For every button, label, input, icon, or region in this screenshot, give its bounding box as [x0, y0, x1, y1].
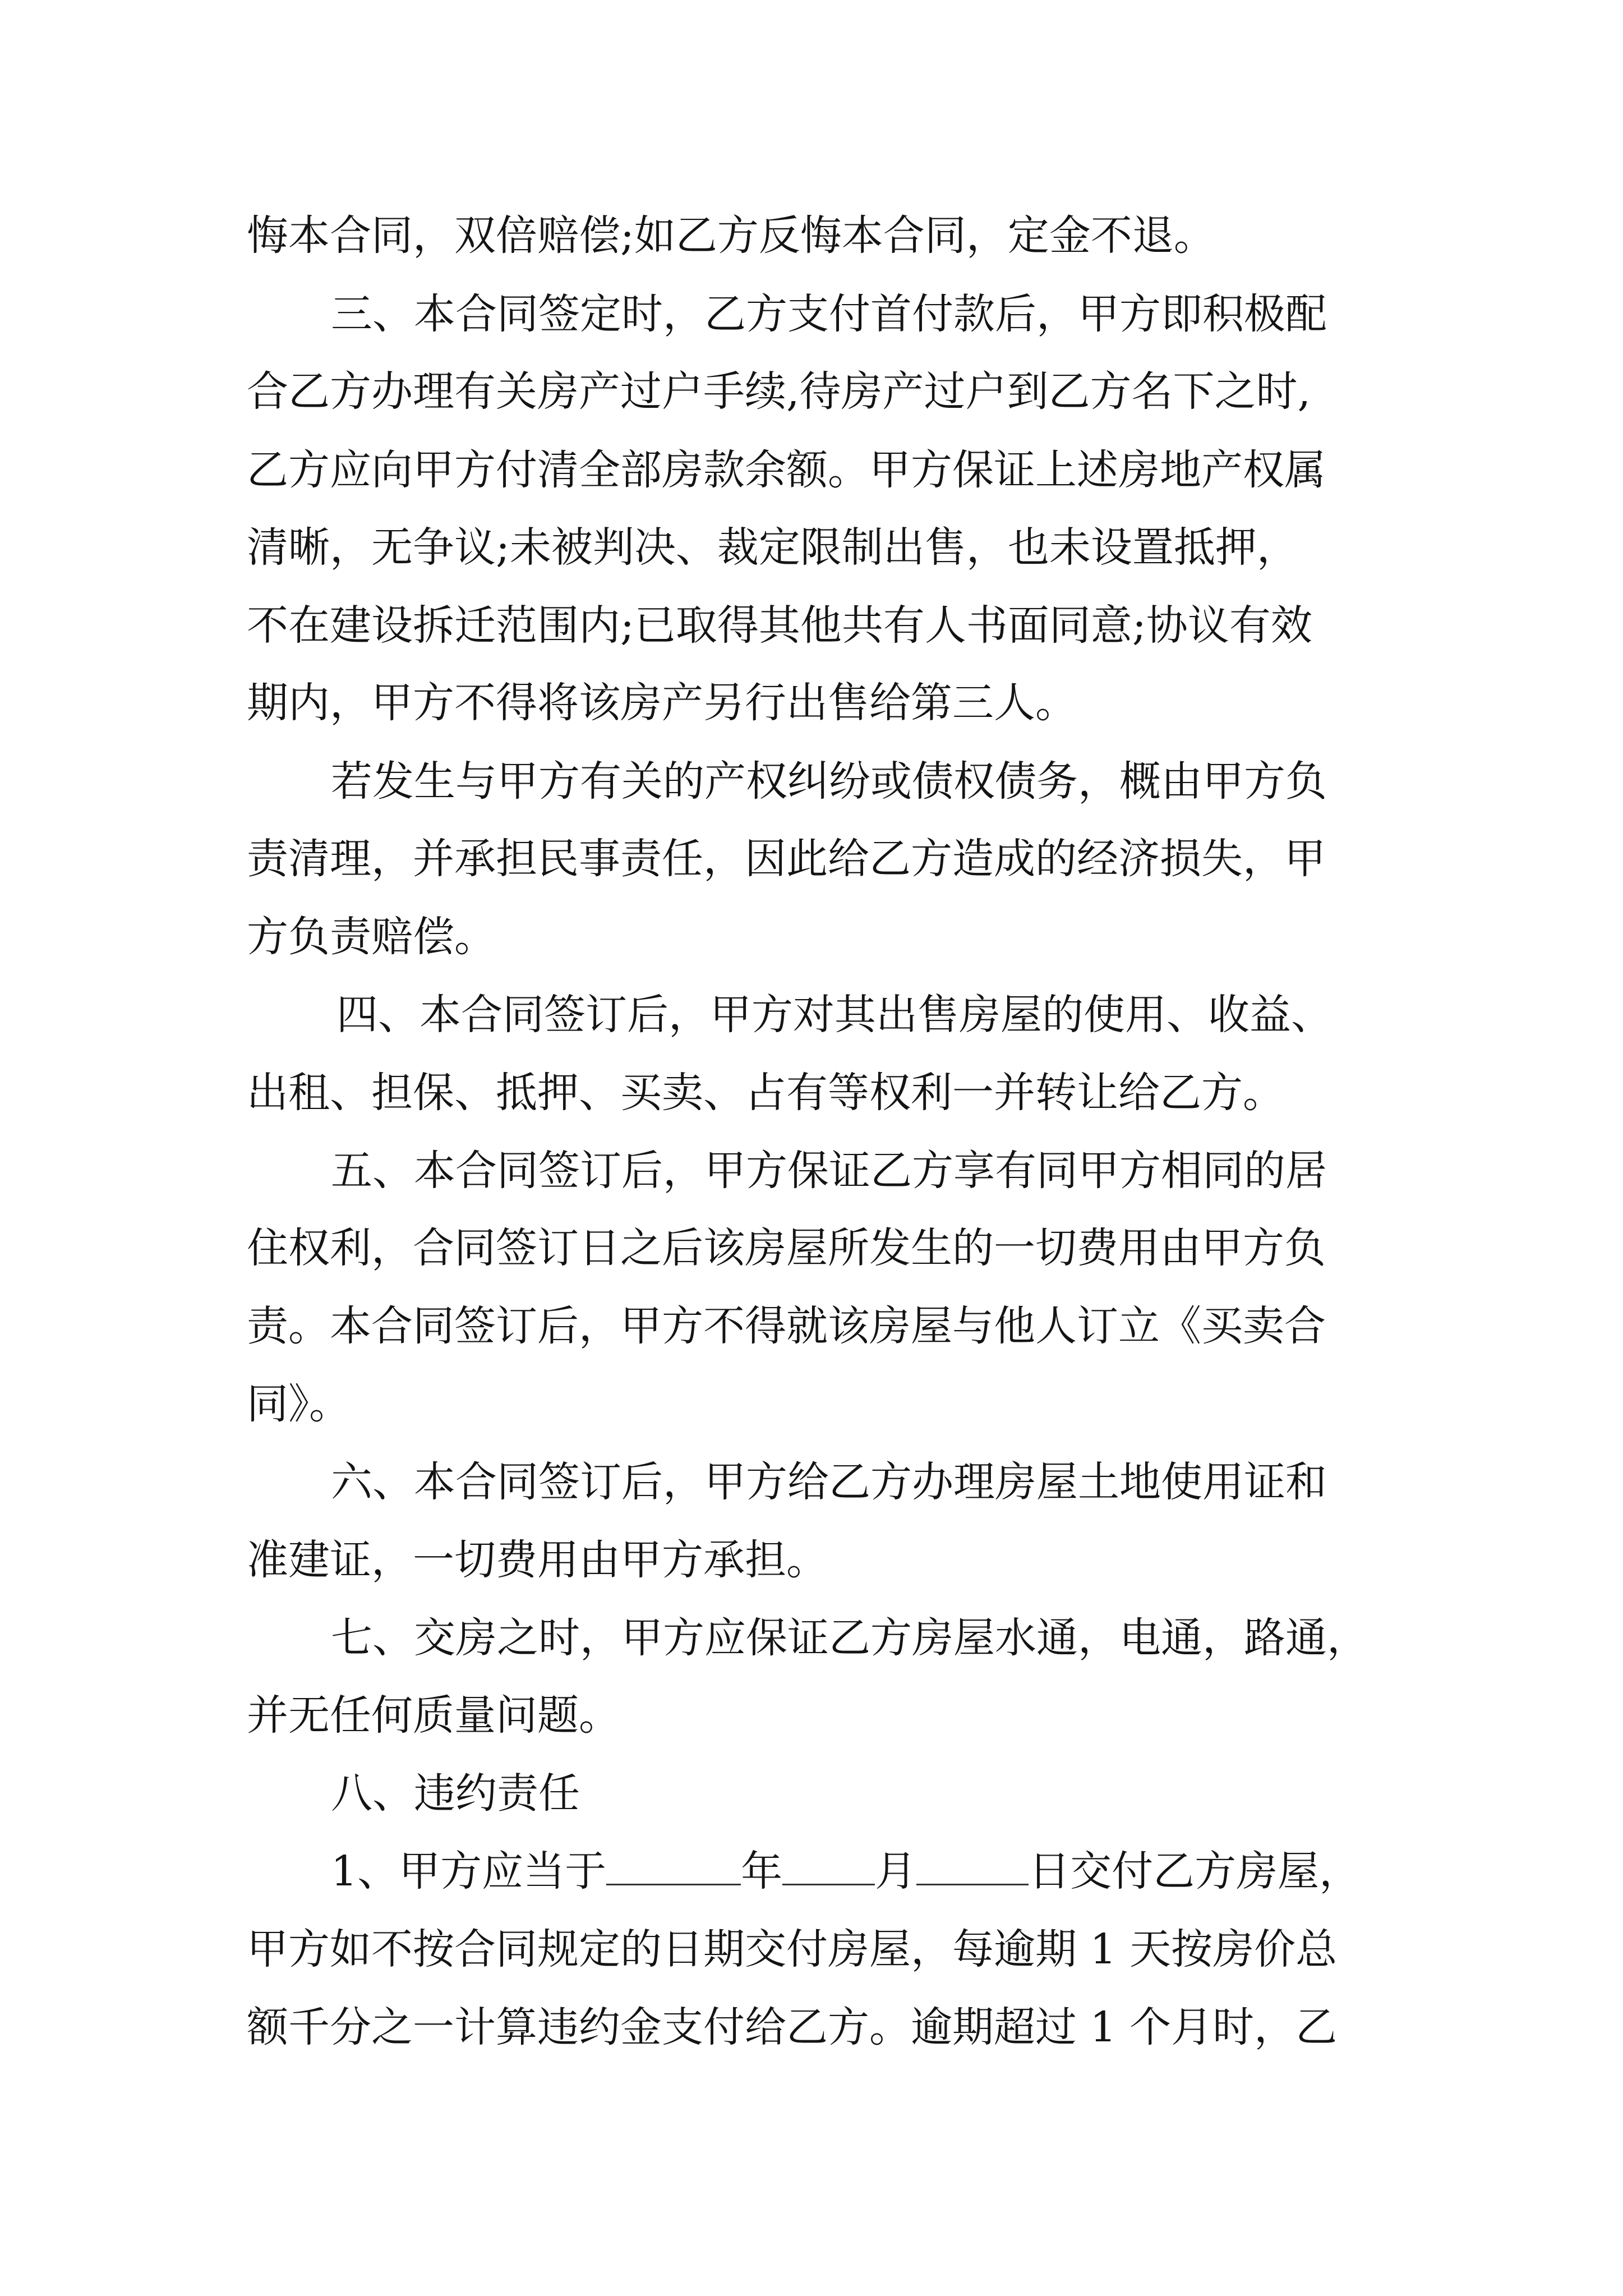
text-line: 若发生与甲方有关的产权纠纷或债权债务，概由甲方负 — [331, 757, 1327, 806]
text-line: 三、本合同签定时，乙方支付首付款后，甲方即积极配 — [331, 290, 1327, 338]
text-line: 期内，甲方不得将该房产另行出售给第三人。 — [247, 679, 1077, 727]
text-line: 责清理，并承担民事责任，因此给乙方造成的经济损失，甲 — [247, 835, 1326, 883]
year-blank — [606, 1849, 741, 1885]
text-line: 责。本合同签订后，甲方不得就该房屋与他人订立《买卖合 — [247, 1302, 1326, 1350]
text-line: 合乙方办理有关房产过户手续,待房产过户到乙方名下之时, — [247, 367, 1311, 416]
text-line: 同》。 — [247, 1380, 351, 1428]
year-label: 年 — [741, 1847, 783, 1895]
month-blank — [782, 1849, 875, 1885]
text-line: 悔本合同，双倍赔偿;如乙方反悔本合同，定金不退。 — [247, 211, 1215, 260]
text-line: 并无任何质量问题。 — [247, 1691, 620, 1740]
delivery-clause-line — [331, 1843, 1623, 1899]
text-line: 甲方如不按合同规定的日期交付房屋，每逾期 1 天按房价总 — [247, 1925, 1338, 1973]
text-line: 四、本合同签订后，甲方对其出售房屋的使用、收益、 — [336, 991, 1332, 1039]
text-line: 乙方应向甲方付清全部房款余额。甲方保证上述房地产权属 — [247, 446, 1326, 494]
month-label: 月 — [875, 1847, 917, 1895]
text-line: 八、违约责任 — [331, 1769, 580, 1818]
delivery-clause-suffix: 日交付乙方房屋， — [1029, 1847, 1361, 1895]
text-line: 五、本合同签订后，甲方保证乙方享有同甲方相同的居 — [331, 1147, 1327, 1195]
text-line: 不在建设拆迁范围内;已取得其他共有人书面同意;协议有效 — [247, 601, 1312, 650]
text-line: 七、交房之时，甲方应保证乙方房屋水通，电通，路通， — [331, 1614, 1368, 1662]
text-line: 住权利，合同签订日之后该房屋所发生的一切费用由甲方负 — [247, 1224, 1326, 1272]
text-line: 额千分之一计算违约金支付给乙方。逾期超过 1 个月时，乙 — [247, 2003, 1338, 2051]
day-blank — [916, 1849, 1029, 1885]
text-line: 方负责赔偿。 — [247, 913, 496, 961]
text-line: 准建证，一切费用由甲方承担。 — [247, 1536, 828, 1584]
text-line: 清晰，无争议;未被判决、裁定限制出售，也未设置抵押， — [247, 523, 1298, 572]
text-line: 出租、担保、抵押、买卖、占有等权利一并转让给乙方。 — [247, 1069, 1284, 1117]
delivery-clause-prefix: 1、甲方应当于 — [331, 1847, 607, 1895]
text-line: 六、本合同签订后，甲方给乙方办理房屋土地使用证和 — [331, 1458, 1327, 1506]
